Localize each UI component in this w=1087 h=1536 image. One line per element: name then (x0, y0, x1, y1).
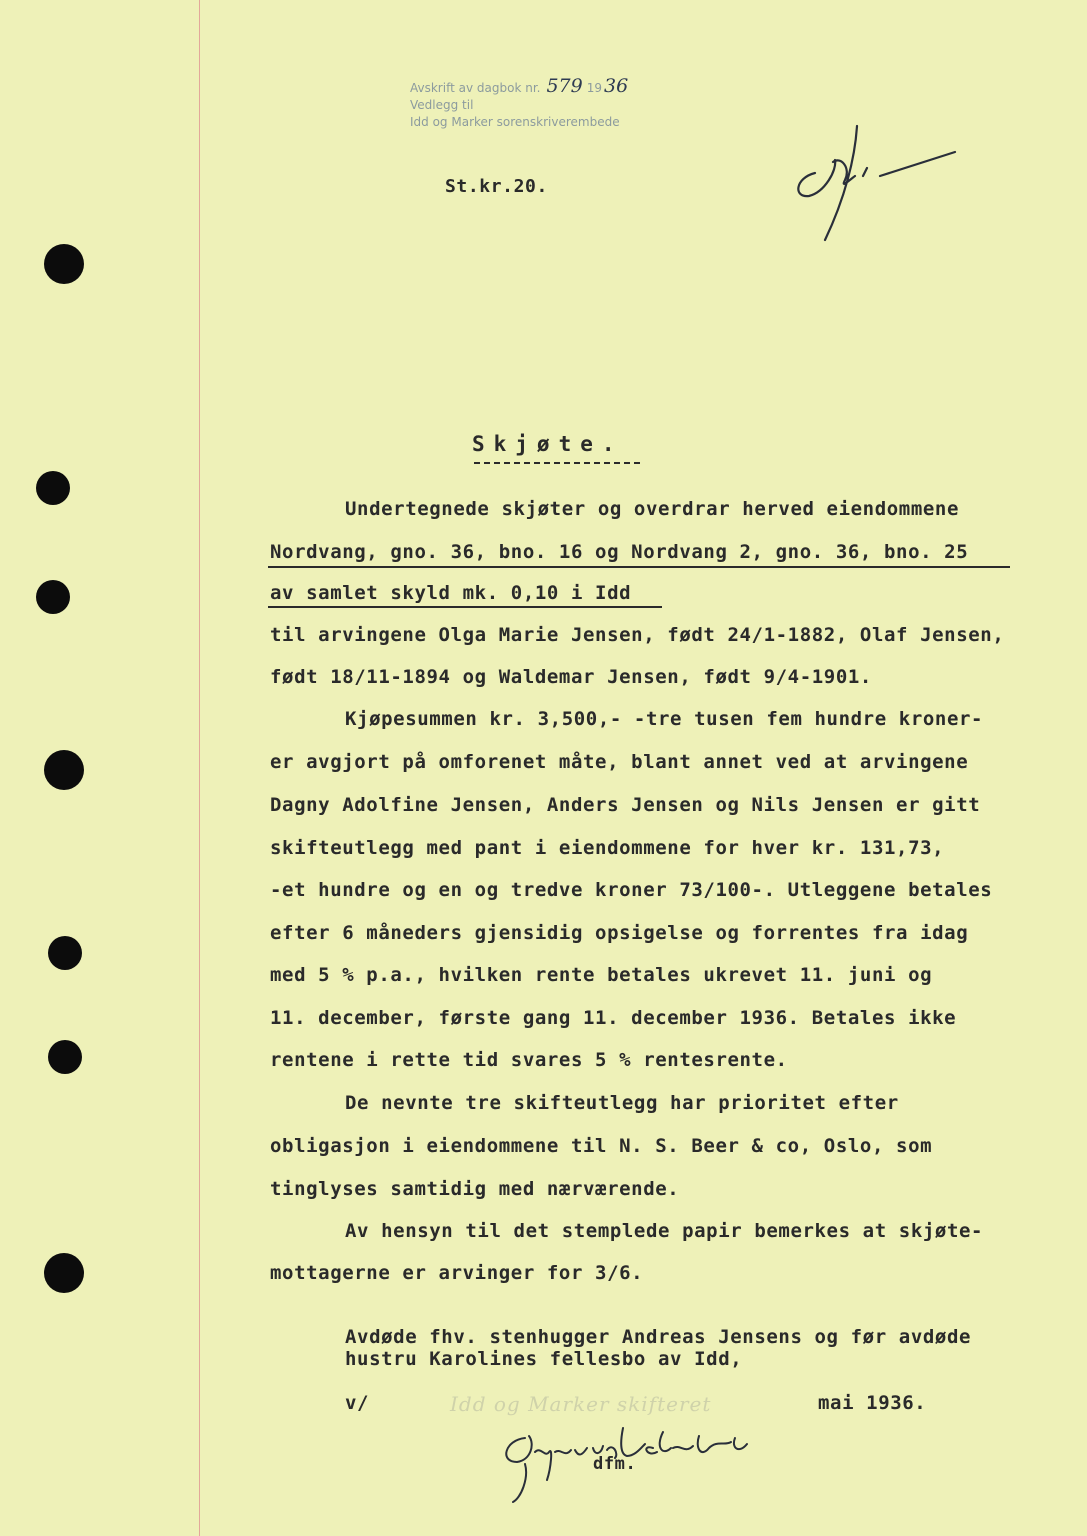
binder-hole-icon (36, 580, 70, 614)
closing-date: mai 1936. (818, 1392, 927, 1414)
faint-court-stamp: Idd og Marker skifteret (450, 1392, 712, 1416)
stamp-number: 579 (546, 75, 583, 97)
body-line: Av hensyn til det stemplede papir bemerkes at skjøte- (345, 1220, 984, 1242)
body-line: med 5 % p.a., hvilken rente betales ukrevet 11. juni og (270, 964, 933, 986)
margin-rule (199, 0, 200, 1536)
body-line: obligasjon i eiendommene til N. S. Beer & co, Oslo, som (270, 1135, 933, 1157)
stamp-label-b: dagbok nr. (476, 81, 541, 95)
body-line: født 18/11-1894 og Waldemar Jensen, født 9/4-1901. (270, 666, 872, 688)
signer-title: dfm. (593, 1454, 637, 1474)
underline (268, 606, 662, 608)
body-line: De nevnte tre skifteutlegg har prioritet efter (345, 1092, 899, 1114)
closing-line: Avdøde fhv. stenhugger Andreas Jensens og før avdøde (345, 1326, 972, 1348)
body-line: -et hundre og en og tredve kroner 73/100-. Utleggene betales (270, 879, 993, 901)
stamp-year-prefix: 19 (586, 81, 603, 95)
binder-hole-icon (44, 1253, 84, 1293)
body-line: Nordvang, gno. 36, bno. 16 og Nordvang 2, gno. 36, bno. 25 (270, 541, 969, 563)
binder-hole-icon (48, 936, 82, 970)
binder-hole-icon (48, 1040, 82, 1074)
binder-hole-icon (44, 244, 84, 284)
binder-hole-icon (36, 471, 70, 505)
body-line: mottagerne er arvinger for 3/6. (270, 1262, 644, 1284)
body-line: av samlet skyld mk. 0,10 i Idd (270, 582, 632, 604)
closing-line: hustru Karolines fellesbo av Idd, (345, 1348, 743, 1370)
binder-hole-icon (44, 750, 84, 790)
stamp-line-2: Vedlegg til (410, 98, 474, 112)
stamp-fee: St.kr.20. (445, 176, 548, 197)
body-line: til arvingene Olga Marie Jensen, født 24/1-1882, Olaf Jensen, (270, 624, 1005, 646)
body-line: skifteutlegg med pant i eiendommene for hver kr. 131,73, (270, 837, 945, 859)
stamp-year: 36 (604, 75, 629, 97)
stamp-line-1 (410, 75, 629, 97)
body-line: tinglyses samtidig med nærværende. (270, 1178, 680, 1200)
document-title: Skjøte. (472, 432, 624, 456)
initials-signature-icon (785, 118, 960, 248)
title-underline (474, 462, 640, 464)
stamp-line-3: Idd og Marker sorenskriverembede (410, 115, 620, 129)
stamp-label: Avskrift av (410, 81, 474, 95)
v-prefix: v/ (345, 1392, 370, 1414)
body-line: Kjøpesummen kr. 3,500,- -tre tusen fem hundre kroner- (345, 708, 984, 730)
body-line: 11. december, første gang 11. december 1936. Betales ikke (270, 1007, 957, 1029)
body-line: Undertegnede skjøter og overdrar herved eiendommene (345, 498, 959, 520)
body-line: efter 6 måneders gjensidig opsigelse og forrentes fra idag (270, 922, 969, 944)
registry-stamp (410, 75, 629, 131)
body-line: er avgjort på omforenet måte, blant annet ved at arvingene (270, 751, 969, 773)
body-line: rentene i rette tid svares 5 % rentesrente. (270, 1049, 788, 1071)
body-line: Dagny Adolfine Jensen, Anders Jensen og Nils Jensen er gitt (270, 794, 981, 816)
underline (268, 566, 1010, 568)
